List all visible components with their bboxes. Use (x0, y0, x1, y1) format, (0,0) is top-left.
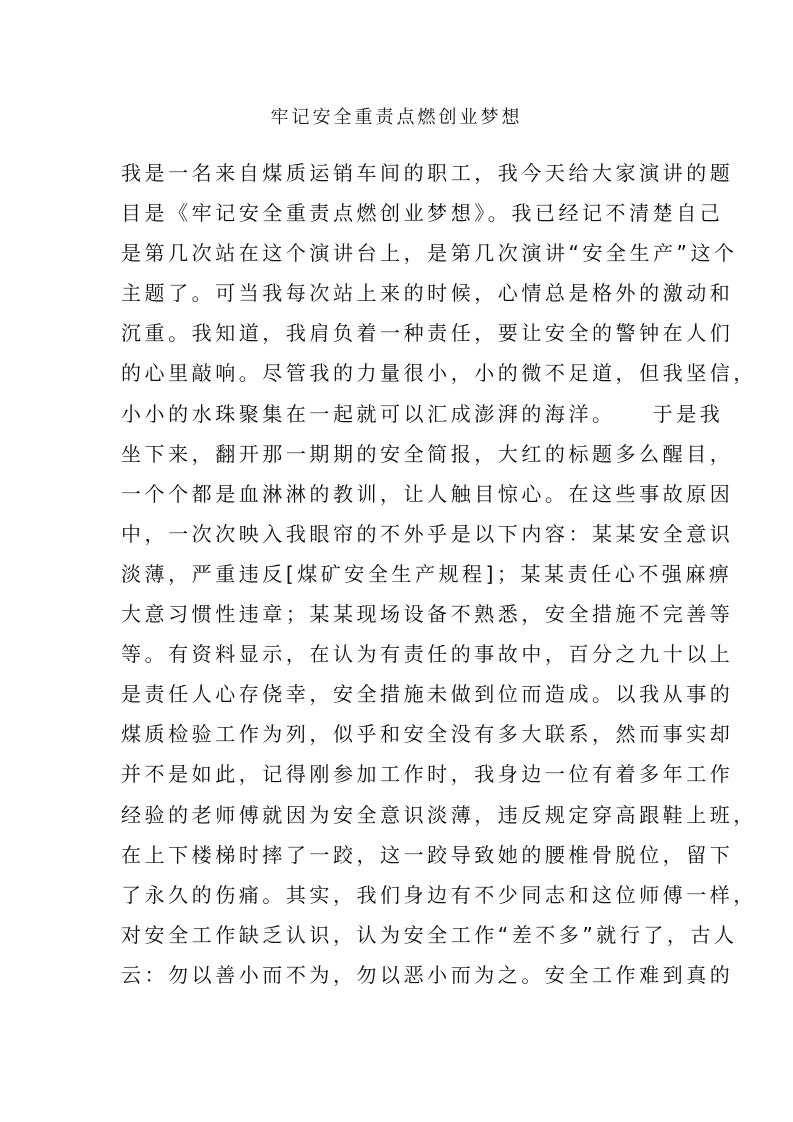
body-line: 沉重。我知道，我肩负着一种责任，要让安全的警钟在人们 (121, 321, 734, 346)
body-line: 对安全工作缺乏认识，认为安全工作“差不多”就行了，古人 (121, 922, 738, 947)
body-line: 是第几次站在这个演讲台上，是第几次演讲“安全生产”这个 (121, 241, 738, 266)
body-line: 大意习惯性违章；某某现场设备不熟悉，安全措施不完善等 (121, 602, 734, 627)
body-line: 中，一次次映入我眼帘的不外乎是以下内容：某某安全意识 (121, 521, 734, 546)
body-line: 小小的水珠聚集在一起就可以汇成澎湃的海洋。 于是我 (121, 401, 724, 426)
body-line: 主题了。可当我每次站上来的时候，心情总是格外的激动和 (121, 281, 734, 306)
body-line: 目是《牢记安全重责点燃创业梦想》。我已经记不清楚自己 (121, 201, 724, 226)
body-line: 了永久的伤痛。其实，我们身边有不少同志和这位师傅一样， (121, 882, 757, 907)
body-line: 云：勿以善小而不为，勿以恶小而为之。安全工作难到真的 (121, 962, 734, 987)
body-line: 的心里敲响。尽管我的力量很小，小的微不足道，但我坚信， (121, 361, 757, 386)
body-line: 一个个都是血淋淋的教训，让人触目惊心。在这些事故原因 (121, 481, 734, 506)
document-body (121, 155, 757, 997)
body-line: 淡薄，严重违反[煤矿安全生产规程]；某某责任心不强麻痹 (121, 561, 733, 586)
body-line: 等。有资料显示，在认为有责任的事故中，百分之九十以上 (121, 642, 734, 667)
body-line: 在上下楼梯时摔了一跤，这一跤导致她的腰椎骨脱位，留下 (121, 842, 734, 867)
body-line: 煤质检验工作为列，似乎和安全没有多大联系，然而事实却 (121, 722, 734, 747)
body-line: 经验的老师傅就因为安全意识淡薄，违反规定穿高跟鞋上班， (121, 802, 757, 827)
body-line: 我是一名来自煤质运销车间的职工，我今天给大家演讲的题 (121, 161, 734, 185)
body-line: 是责任人心存侥幸，安全措施未做到位而造成。以我从事的 (121, 682, 734, 707)
document-title: 牢记安全重责点燃创业梦想 (270, 107, 523, 128)
body-line: 并不是如此，记得刚参加工作时，我身边一位有着多年工作 (121, 762, 734, 787)
body-line: 坐下来，翻开那一期期的安全简报，大红的标题多么醒目， (121, 441, 734, 466)
